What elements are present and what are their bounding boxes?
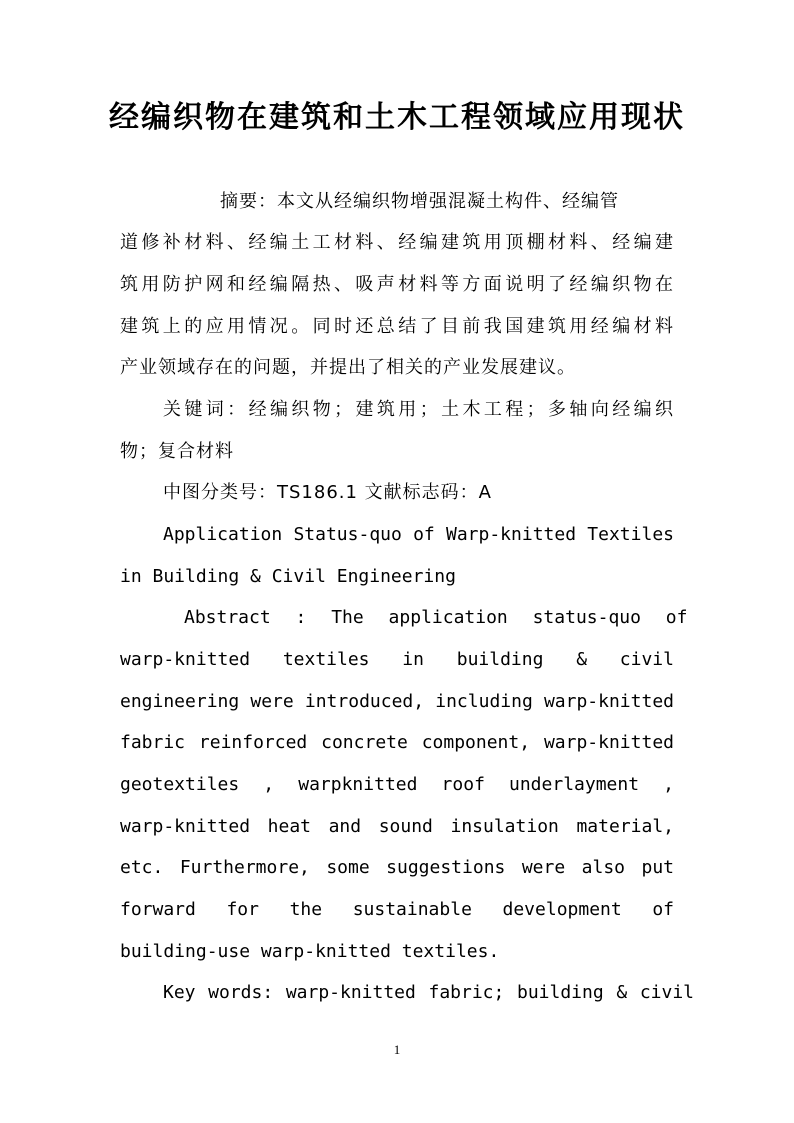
keywords-en-line-1: Key words: warp-knitted fabric; building & civil [163,982,694,1003]
abstract-cn-line-3: 筑用防护网和经编隔热、吸声材料等方面说明了经编织物在 [120,274,674,295]
keywords-cn-line-2: 物；复合材料 [120,441,234,462]
english-title-line-1: Application Status-quo of Warp-knitted Textiles [163,524,674,545]
abstract-en-line-8: forward for the sustainable development of [120,899,674,920]
keywords-cn-line-1: 关键词：经编织物；建筑用；土木工程；多轴向经编织 [163,399,674,420]
abstract-cn-line-4: 建筑上的应用情况。同时还总结了目前我国建筑用经编材料 [120,316,674,337]
abstract-en-line-9: building-use warp-knitted textiles. [120,941,500,962]
abstract-en-line-7: etc. Furthermore, some suggestions were also put [120,857,674,878]
english-title-line-2: in Building & Civil Engineering [120,566,456,587]
abstract-cn-line-1: 摘要：本文从经编织物增强混凝土构件、经编管 [220,191,619,212]
abstract-cn-line-5: 产业领域存在的问题，并提出了相关的产业发展建议。 [120,357,576,378]
abstract-en-line-4: fabric reinforced concrete component, warp-knitted [120,732,674,753]
document-title: 经编织物在建筑和土木工程领域应用现状 [109,100,685,135]
abstract-en-line-1: Abstract : The application status-quo of [184,607,688,628]
abstract-en-line-2: warp-knitted textiles in building & civil [120,649,674,670]
page-number: 1 [393,1042,401,1057]
abstract-en-line-6: warp-knitted heat and sound insulation material, [120,816,674,837]
abstract-cn-line-2: 道修补材料、经编土工材料、经编建筑用顶棚材料、经编建 [120,232,674,253]
abstract-en-line-5: geotextiles , warpknitted roof underlayment , [120,774,674,795]
abstract-en-line-3: engineering were introduced, including warp-knitted [120,691,674,712]
classification-line: 中图分类号：TS186.1 文献标志码：A [163,482,492,503]
